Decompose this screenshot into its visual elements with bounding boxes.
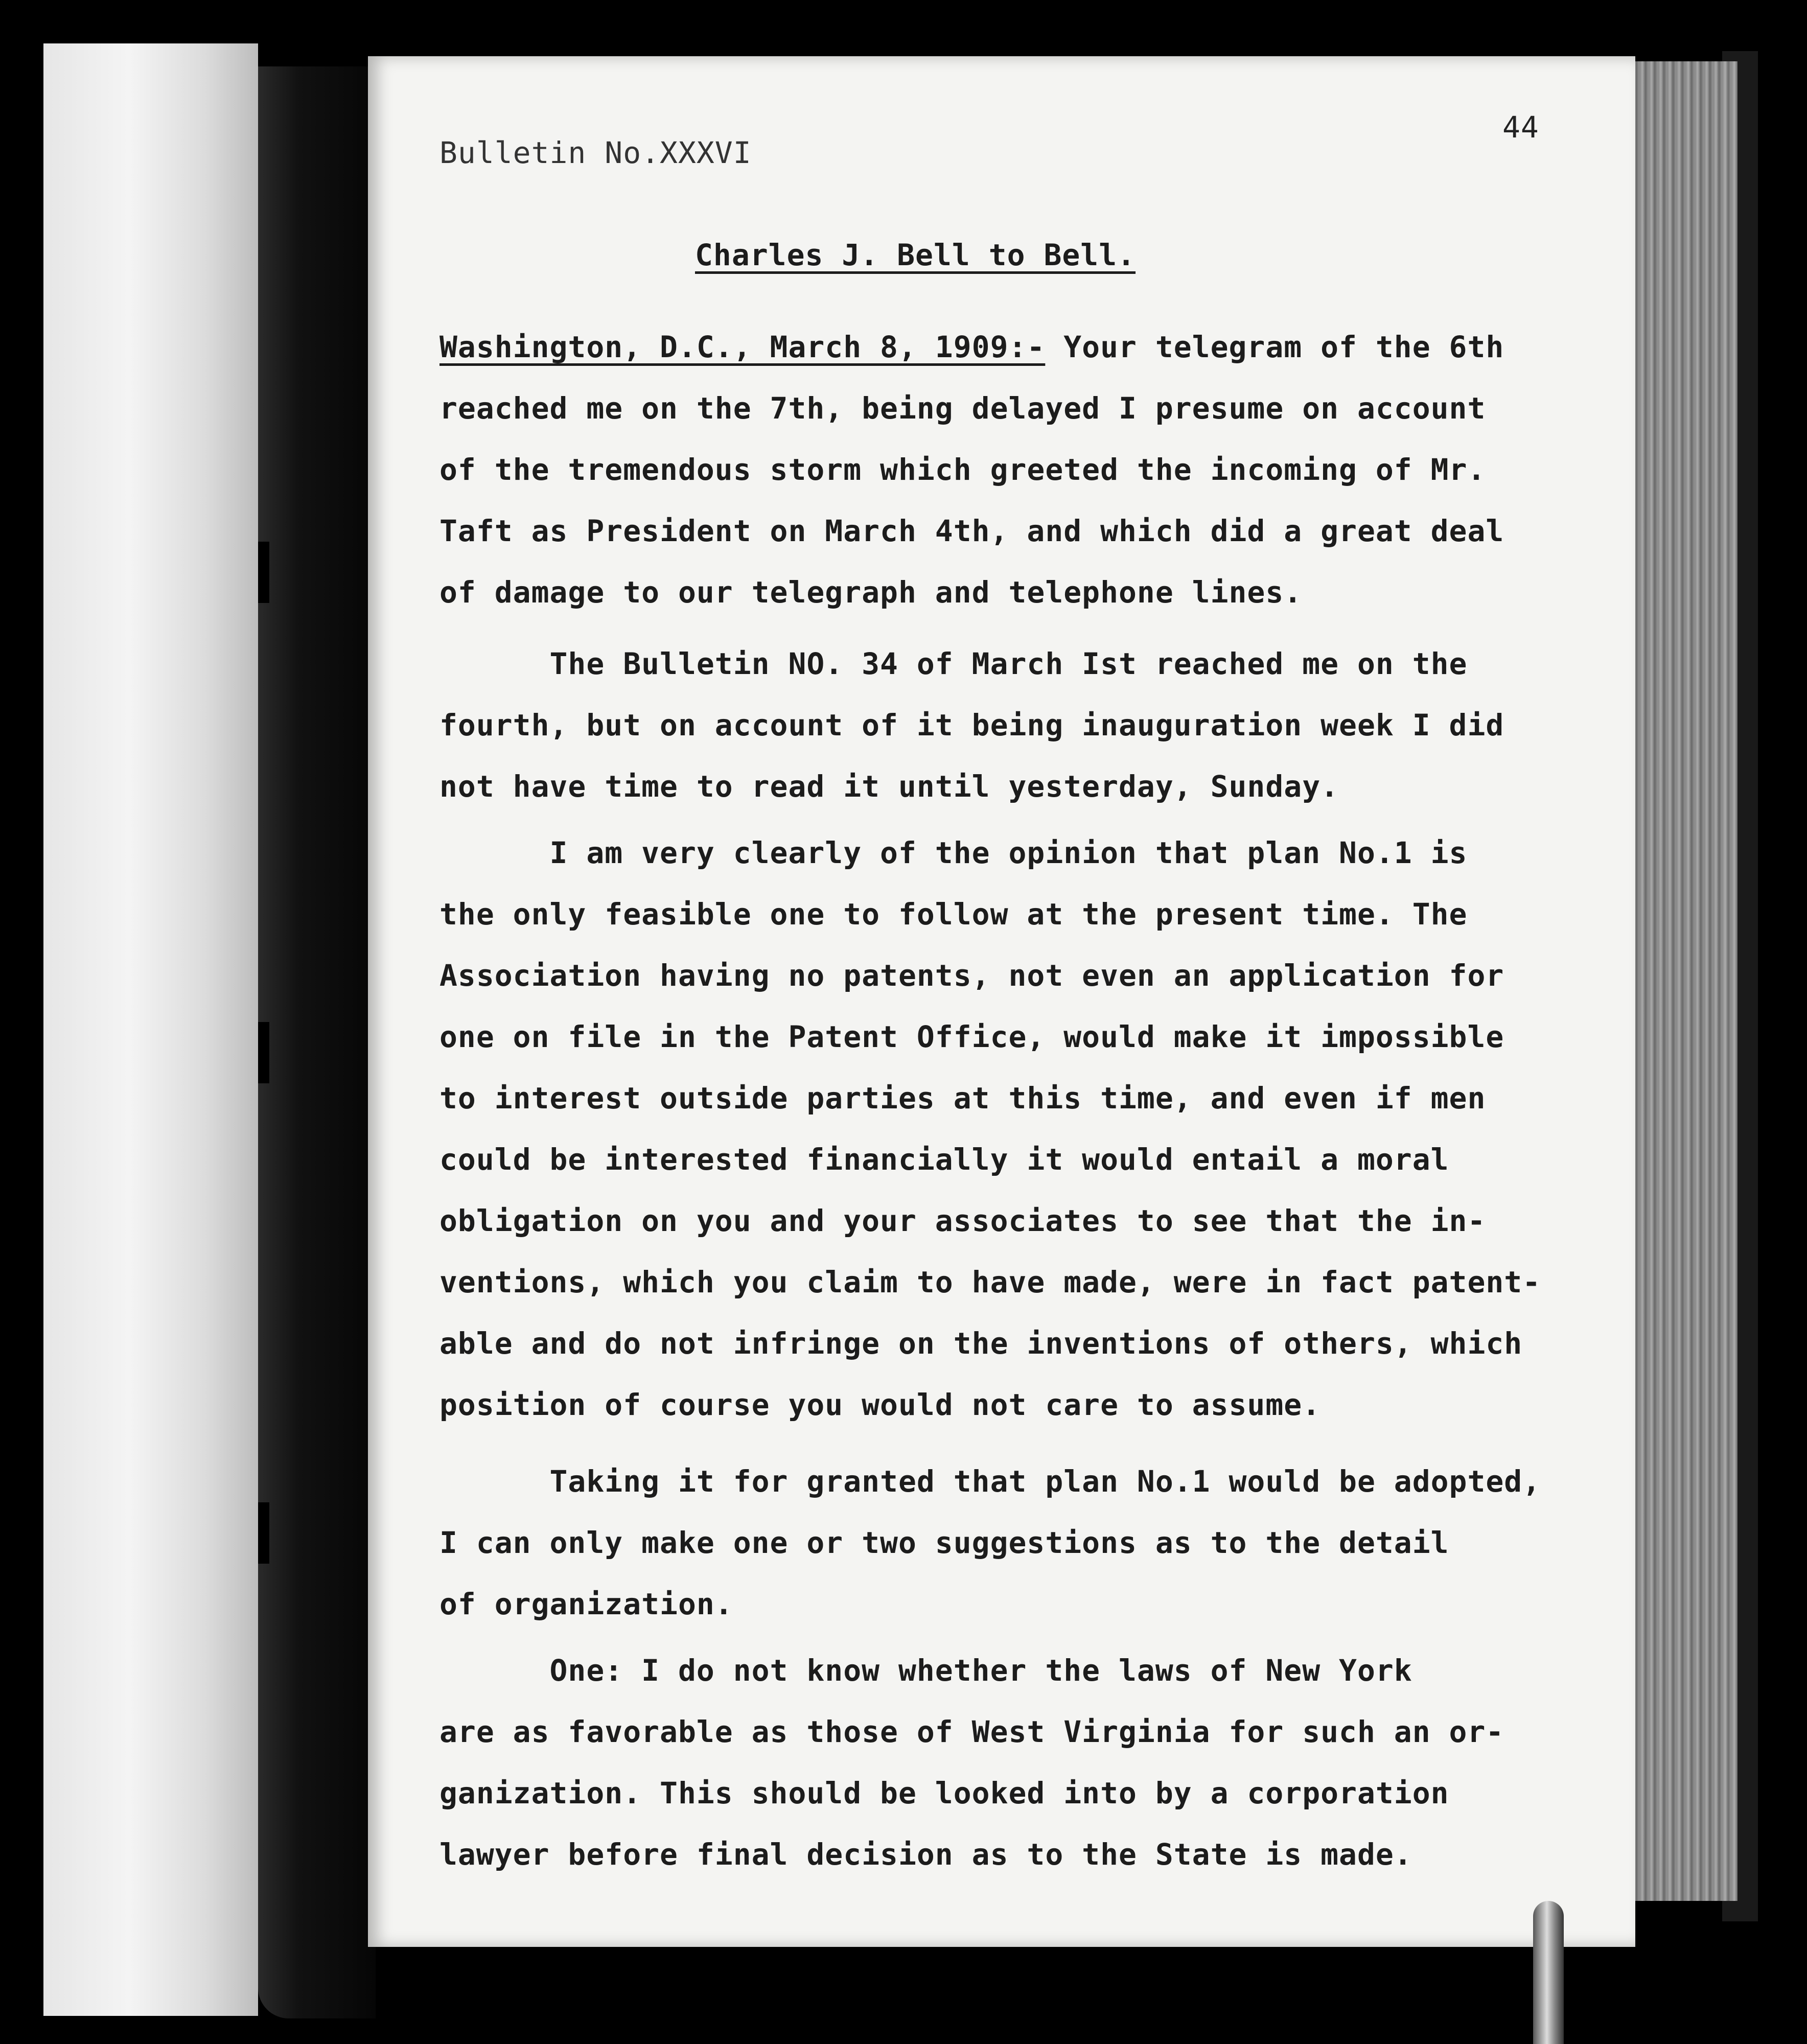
text-line: I can only make one or two suggestions as to the detail [439, 1525, 1449, 1560]
text-line: Taft as President on March 4th, and which did a great deal [439, 514, 1504, 548]
text-line: not have time to read it until yesterday, Sunday. [439, 769, 1339, 804]
text-line: The Bulletin NO. 34 of March Ist reached me on the [439, 646, 1468, 681]
binding-clip [258, 542, 269, 603]
text-line: I am very clearly of the opinion that plan No.1 is [439, 835, 1468, 870]
text-line: could be interested financially it would entail a moral [439, 1142, 1449, 1177]
text-line: reached me on the 7th, being delayed I presume on account [439, 391, 1486, 426]
stacked-page-edges [1630, 61, 1737, 1901]
text-line: fourth, but on account of it being inauguration week I did [439, 708, 1504, 742]
left-facing-page [43, 43, 258, 2016]
text-line: able and do not infringe on the inventions of others, which [439, 1326, 1523, 1361]
text-line: obligation on you and your associates to see that the in- [439, 1203, 1486, 1238]
text-line: Association having no patents, not even an application for [439, 958, 1504, 993]
text-line: the only feasible one to follow at the present time. The [439, 897, 1468, 932]
book-gutter [258, 66, 376, 2018]
page-number: 44 [1502, 110, 1539, 145]
text-line: ventions, which you claim to have made, were in fact patent- [439, 1265, 1541, 1299]
text-line: ganization. This should be looked into by a corporation [439, 1776, 1449, 1810]
place-date: Washington, D.C., March 8, 1909:- [439, 330, 1046, 364]
bulletin-number: Bulletin No.XXXVI [439, 135, 752, 170]
text-line: Taking it for granted that plan No.1 would be adopted, [439, 1464, 1541, 1499]
document-page [368, 56, 1635, 1947]
text-line: are as favorable as those of West Virginia for such an or- [439, 1714, 1504, 1749]
text-line: position of course you would not care to assume. [439, 1387, 1321, 1422]
text-line: of organization. [439, 1587, 733, 1621]
letter-title: Charles J. Bell to Bell. [695, 238, 1136, 272]
text-line: lawyer before final decision as to the State is made. [439, 1837, 1412, 1872]
text-line: of the tremendous storm which greeted the incoming of Mr. [439, 452, 1486, 487]
text-line: one on file in the Patent Office, would make it impossible [439, 1019, 1504, 1054]
binding-clip [258, 1502, 269, 1564]
microfilm-spindle [1533, 1901, 1564, 2044]
text-line: of damage to our telegraph and telephone lines. [439, 575, 1303, 610]
binding-clip [258, 1022, 269, 1083]
text-line: to interest outside parties at this time, and even if men [439, 1081, 1486, 1116]
text-line: One: I do not know whether the laws of New York [439, 1653, 1412, 1688]
text-line-1-rest: Your telegram of the 6th [1045, 330, 1504, 364]
text-line-1 [439, 332, 1504, 362]
